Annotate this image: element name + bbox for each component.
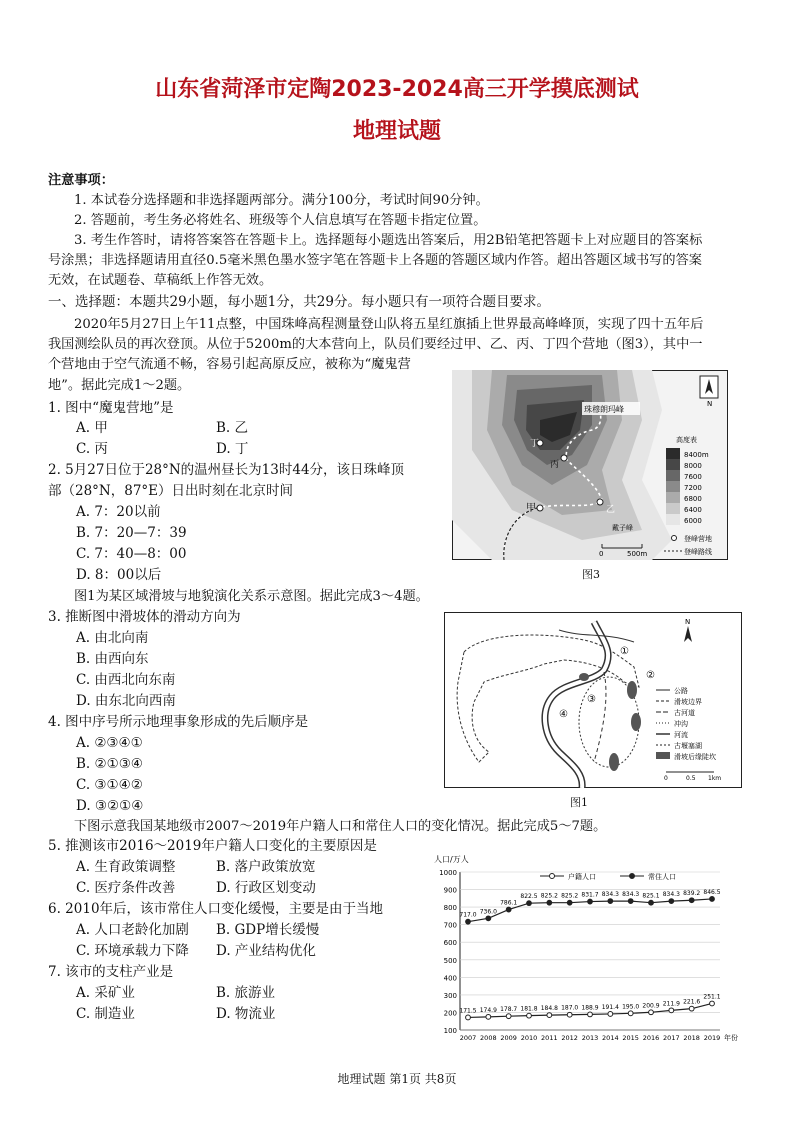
marker-1: ① (620, 646, 629, 657)
option-c[interactable]: C. 丙 (76, 441, 108, 457)
option-c[interactable]: C. 环境承载力下降 (76, 943, 189, 959)
legend-swatch (666, 481, 680, 492)
camp-label: 甲 (526, 503, 536, 514)
data-label: 191.4 (601, 1003, 619, 1011)
option-a[interactable]: A. 甲 (76, 420, 108, 436)
legend-label: 古河道 (674, 709, 695, 717)
legend-label: 常住人口 (648, 873, 676, 881)
data-point (547, 1013, 552, 1018)
x-tick-label: 2007 (459, 1034, 477, 1042)
option-a[interactable]: A. 采矿业 (76, 985, 135, 1001)
data-point (669, 899, 674, 904)
y-tick-label: 1000 (439, 869, 457, 877)
option-d[interactable]: D. 由东北向西南 (76, 693, 176, 709)
data-point (689, 898, 694, 903)
question-stem: 1. 图中“魔鬼营地”是 (48, 400, 174, 416)
passage-line: 个营地由于空气流通不畅，容易引起高原反应，被称为“魔鬼营 (48, 357, 411, 372)
data-label: 839.2 (683, 890, 701, 898)
legend-label: 河流 (674, 731, 688, 739)
figure-3-map (452, 370, 728, 560)
camp-label: 乙 (606, 505, 616, 515)
legend-label: 滑坡后缘陡坎 (674, 753, 716, 761)
data-point (486, 1014, 491, 1019)
data-point (608, 899, 613, 904)
data-point (547, 900, 552, 905)
note-line: 号涂黑；非选择题请用直径0.5毫米黑色墨水签字笔在答题卡上各题的答题区域内作答。超出答题区域书写的答案 (48, 253, 702, 268)
data-point (710, 897, 715, 902)
y-tick-label: 300 (443, 991, 457, 1000)
data-label: 188.9 (581, 1004, 599, 1012)
legend-label: 古堰塞湖 (674, 742, 702, 750)
passage-line: 地”。据此完成1～2题。 (48, 378, 191, 393)
legend-camp: 登峰营地 (684, 535, 712, 543)
data-label: 171.5 (459, 1007, 477, 1015)
page-title: 山东省菏泽市定陶2023-2024高三开学摸底测试 (155, 77, 639, 102)
legend-marker (630, 874, 635, 879)
y-tick-label: 200 (443, 1009, 457, 1018)
legend-swatch (666, 514, 680, 525)
option-a[interactable]: A. 7：20以前 (76, 504, 161, 520)
question-stem: 部（28°N，87°E）日出时刻在北京时间 (48, 483, 294, 499)
legend-swatch (666, 448, 680, 459)
option-c[interactable]: C. 由西北向东南 (76, 672, 176, 688)
north-arrow-icon (700, 376, 718, 398)
y-tick-label: 400 (443, 974, 457, 983)
page-footer: 地理试题 第1页 共8页 (337, 1072, 457, 1086)
data-label: 822.5 (520, 893, 538, 901)
legend-swatch (666, 503, 680, 514)
data-label: 831.7 (581, 891, 599, 899)
x-tick-label: 2015 (622, 1034, 639, 1042)
data-point (588, 1012, 593, 1017)
peak-label: 珠穆朗玛峰 (584, 405, 624, 414)
data-label: 834.3 (662, 891, 680, 899)
x-tick-label: 2010 (520, 1034, 538, 1042)
legend-level: 8400m (684, 451, 709, 459)
x-tick-label: 2013 (581, 1034, 599, 1042)
passage-line: 下图示意我国某地级市2007～2019年户籍人口和常住人口的变化情况。据此完成5～7题。 (74, 819, 607, 834)
option-b[interactable]: B. 旅游业 (216, 985, 276, 1001)
legend-label: 公路 (674, 687, 688, 695)
question-stem: 2. 5月27日位于28°N的温州昼长为13时44分，该日珠峰顶 (48, 462, 405, 478)
figure-3-caption: 图3 (582, 568, 600, 581)
data-label: 834.3 (601, 891, 619, 899)
scale-0-5: 0.5 (686, 775, 696, 782)
data-label: 181.8 (520, 1005, 538, 1013)
data-point (628, 899, 633, 904)
option-b[interactable]: B. 由西向东 (76, 651, 149, 667)
legend-swatch (666, 470, 680, 481)
legend-label: 滑坡边界 (674, 698, 702, 706)
x-tick-label: 2017 (663, 1034, 680, 1042)
option-c[interactable]: C. 制造业 (76, 1006, 135, 1022)
x-tick-label: 2009 (500, 1034, 517, 1042)
x-tick-label: 2018 (683, 1034, 700, 1042)
x-tick-label: 2011 (541, 1034, 558, 1042)
question-stem: 5. 推测该市2016～2019年户籍人口变化的主要原因是 (48, 838, 377, 854)
data-label: 178.7 (500, 1006, 518, 1014)
option-d[interactable]: D. ③②①④ (76, 798, 144, 814)
option-d[interactable]: D. 8：00以后 (76, 567, 162, 583)
option-d[interactable]: D. 产业结构优化 (216, 943, 316, 959)
data-label: 200.9 (642, 1002, 660, 1010)
y-tick-label: 900 (443, 886, 457, 895)
data-point (506, 907, 511, 912)
note-line: 无效，在试题卷、草稿纸上作答无效。 (48, 273, 273, 288)
x-tick-label: 2012 (561, 1034, 578, 1042)
legend-swatch (656, 752, 670, 759)
pass-label: 戴子峰 (612, 524, 633, 532)
y-tick-label: 100 (443, 1027, 457, 1035)
x-tick-label: 2016 (642, 1034, 660, 1042)
data-label: 211.9 (662, 1000, 680, 1008)
data-label: 825.1 (642, 892, 660, 900)
data-point (608, 1012, 613, 1017)
marker-2: ② (646, 670, 655, 681)
legend-swatch (666, 459, 680, 470)
data-label: 825.2 (540, 892, 558, 900)
note-line: 3. 考生作答时，请将答案答在答题卡上。选择题每小题选出答案后，用2B铅笔把答题卡上对应题目的答案标 (74, 233, 703, 248)
data-point (669, 1008, 674, 1013)
legend-swatch (666, 492, 680, 503)
data-point (466, 1015, 471, 1020)
data-label: 174.9 (479, 1006, 497, 1014)
scale-0: 0 (664, 775, 668, 782)
option-b[interactable]: B. 落户政策放宽 (216, 859, 316, 875)
option-d[interactable]: D. 物流业 (216, 1006, 276, 1022)
option-b[interactable]: B. GDP增长缓慢 (216, 922, 320, 938)
option-b[interactable]: B. 乙 (216, 420, 249, 436)
data-label: 786.1 (500, 899, 518, 907)
data-label: 846.5 (703, 888, 721, 896)
y-axis-label: 人口/万人 (434, 855, 469, 864)
legend-label: 冲沟 (674, 720, 688, 728)
data-label: 834.3 (622, 891, 640, 899)
note-line: 2. 答题前，考生务必将姓名、班级等个人信息填写在答题卡指定位置。 (74, 213, 487, 228)
data-point (567, 1012, 572, 1017)
option-a[interactable]: A. 生育政策调整 (76, 859, 176, 875)
option-c[interactable]: C. 医疗条件改善 (76, 880, 176, 896)
question-stem: 3. 推断图中滑坡体的滑动方向为 (48, 609, 241, 625)
legend-level: 7600 (684, 473, 702, 481)
legend-level: 8000 (684, 462, 702, 470)
figure-1-caption: 图1 (570, 796, 588, 809)
passage-line: 图1为某区域滑坡与地貌演化关系示意图。据此完成3～4题。 (74, 589, 429, 604)
option-a[interactable]: A. 由北向南 (76, 630, 149, 646)
legend-level: 6800 (684, 495, 702, 503)
option-c[interactable]: C. 7：40—8：00 (76, 546, 187, 562)
north-label: N (707, 400, 713, 408)
x-axis-label: 年份 (724, 1034, 738, 1042)
data-label: 187.0 (561, 1004, 579, 1012)
option-d[interactable]: D. 行政区划变动 (216, 880, 316, 896)
data-point (649, 1010, 654, 1015)
figure-1-landslide-map (444, 612, 742, 788)
data-point (527, 901, 532, 906)
option-d[interactable]: D. 丁 (216, 441, 249, 457)
scale-500: 500m (627, 550, 648, 558)
data-label: 825.2 (561, 892, 579, 900)
data-point (628, 1011, 633, 1016)
data-point (486, 916, 491, 921)
data-point (710, 1001, 715, 1006)
option-c[interactable]: C. ③①④② (76, 777, 143, 793)
y-tick-label: 800 (443, 904, 457, 913)
scale-0: 0 (599, 550, 604, 558)
data-point (588, 899, 593, 904)
data-point (466, 919, 471, 924)
data-label: 736.0 (479, 908, 497, 916)
option-a[interactable]: A. 人口老龄化加剧 (76, 922, 189, 938)
legend-level: 6400 (684, 506, 702, 514)
data-label: 195.0 (622, 1003, 640, 1011)
y-tick-label: 500 (443, 956, 457, 965)
x-tick-label: 2008 (480, 1034, 497, 1042)
marker-4: ④ (559, 709, 568, 720)
x-tick-label: 2014 (602, 1034, 619, 1042)
page-subtitle: 地理试题 (352, 119, 441, 144)
legend-route: 登峰路线 (684, 548, 712, 556)
question-stem: 6. 2010年后，该市常住人口变化缓慢，主要是由于当地 (48, 901, 384, 917)
legend-level: 6000 (684, 517, 702, 525)
passage-line: 我国测绘队员的再次登顶。从位于5200m的大本营向上，队员们要经过甲、乙、丙、丁四个营地（图3），其中一 (48, 337, 703, 352)
data-label: 184.8 (540, 1005, 558, 1013)
y-tick-label: 700 (443, 921, 457, 930)
camp-label: 丙 (550, 460, 560, 470)
scale-1km: 1km (708, 775, 722, 782)
y-tick-label: 600 (443, 939, 457, 948)
passage-line: 2020年5月27日上午11点整，中国珠峰高程测量登山队将五星红旗插上世界最高峰峰顶，实现了四十五年后 (74, 317, 704, 332)
option-b[interactable]: B. ②①③④ (76, 756, 143, 772)
x-tick-label: 2019 (703, 1034, 721, 1042)
notes-heading: 注意事项： (48, 173, 114, 188)
data-label: 251.1 (703, 993, 721, 1001)
data-point (567, 900, 572, 905)
data-label: 221.6 (683, 998, 701, 1006)
section-heading: 一、选择题：本题共29小题，每小题1分，共29分。每小题只有一项符合题目要求。 (48, 294, 550, 310)
data-point (527, 1013, 532, 1018)
data-point (649, 900, 654, 905)
option-b[interactable]: B. 7：20—7：39 (76, 525, 187, 541)
marker-3: ③ (587, 694, 596, 705)
camp-label: 丁 (530, 439, 540, 449)
north-label: N (685, 618, 691, 626)
data-point (506, 1014, 511, 1019)
legend-level: 7200 (684, 484, 702, 492)
data-point (689, 1006, 694, 1011)
legend-marker (550, 874, 555, 879)
legend-title: 高度表 (676, 436, 697, 444)
option-a[interactable]: A. ②③④① (76, 735, 143, 751)
question-stem: 7. 该市的支柱产业是 (48, 964, 174, 980)
legend-label: 户籍人口 (568, 873, 596, 881)
population-line-chart (430, 846, 772, 1046)
data-label: 717.0 (459, 911, 477, 919)
note-line: 1. 本试卷分选择题和非选择题两部分。满分100分，考试时间90分钟。 (74, 193, 489, 208)
question-stem: 4. 图中序号所示地理事象形成的先后顺序是 (48, 714, 309, 730)
